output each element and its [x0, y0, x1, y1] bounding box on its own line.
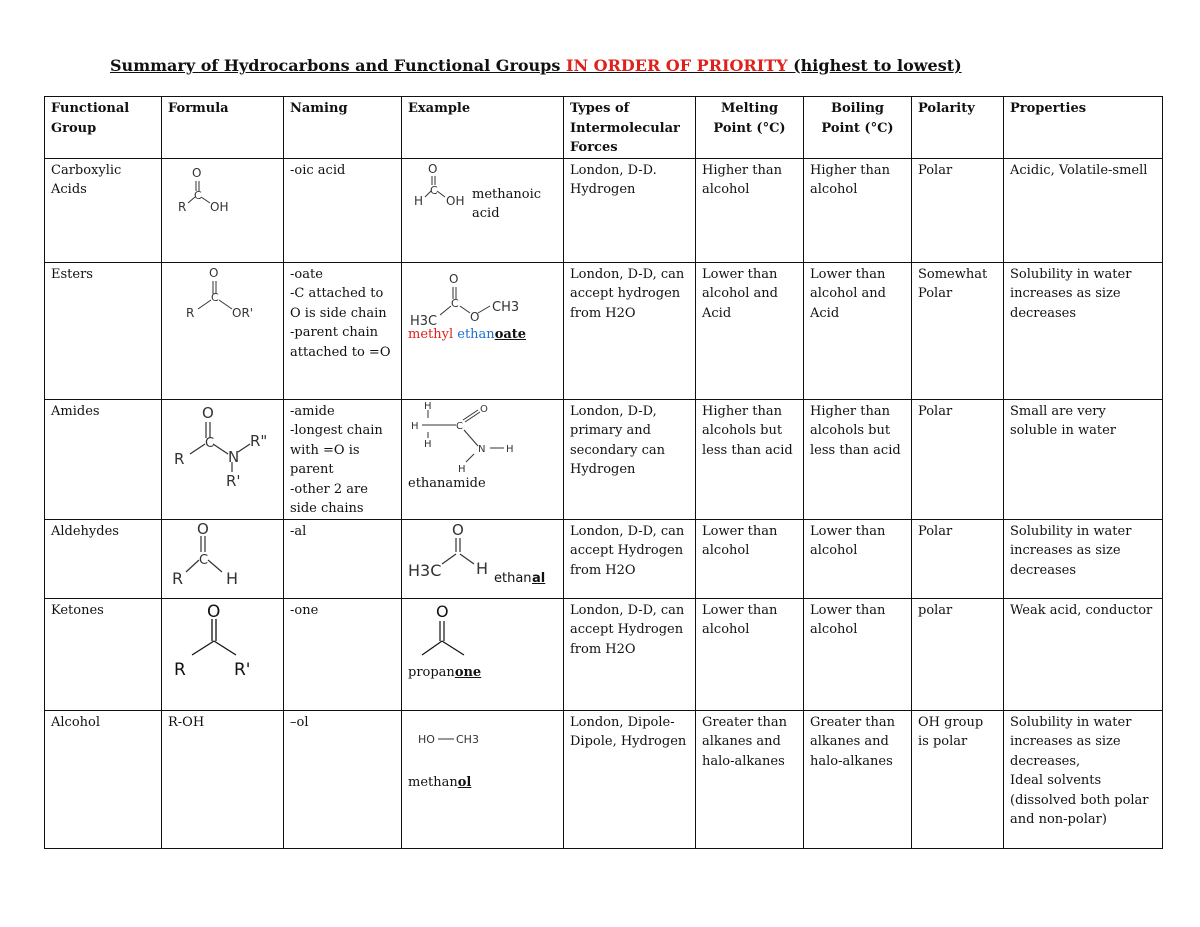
- atom-hydrogen: H: [414, 193, 424, 205]
- name-part-oate: oate: [494, 326, 527, 342]
- atom-hydrogen: H: [458, 463, 466, 474]
- atom-carbon: C: [199, 552, 209, 568]
- boiling-cell: Lower than alcohol: [804, 598, 912, 710]
- methyl-ethanoate-structure: [408, 265, 557, 325]
- atom-r-prime: R': [226, 471, 241, 490]
- group-ch3: CH3: [492, 299, 520, 315]
- example-name: [408, 325, 557, 345]
- atom-hydroxyl: OH: [210, 199, 229, 213]
- group-name: Esters: [45, 262, 162, 399]
- formula-cell: R-OH: [162, 710, 284, 848]
- forces-cell: London, D-D, primary and secondary can Hydrogen: [564, 399, 696, 519]
- ethanal-structure: [408, 522, 557, 584]
- naming-rule: -other 2 are side chains: [290, 481, 368, 516]
- amide-structure: [168, 402, 277, 490]
- boiling-cell: Higher than alcohol: [804, 158, 912, 262]
- group-h3c: H3C: [408, 560, 442, 580]
- naming-rule: -amide: [290, 403, 335, 419]
- naming-cell: -oic acid: [284, 158, 402, 262]
- naming-rule: -C attached to O is side chain: [290, 286, 387, 321]
- table-row-carboxylic-acids: [45, 158, 1163, 262]
- polarity-cell: Polar: [912, 399, 1004, 519]
- atom-hydrogen: H: [226, 568, 239, 588]
- example-name: [408, 773, 557, 793]
- boiling-cell: Lower than alcohol: [804, 519, 912, 598]
- atom-r-group: R: [186, 305, 195, 320]
- header-properties: Properties: [1004, 97, 1163, 159]
- naming-rule: -parent chain attached to =O: [290, 325, 391, 360]
- atom-carbon: C: [456, 420, 463, 432]
- atom-r-group: R: [172, 568, 184, 588]
- naming-cell: -one: [284, 598, 402, 710]
- group-name: Aldehydes: [45, 519, 162, 598]
- formula-cell: [162, 519, 284, 598]
- properties-cell: Acidic, Volatile-smell: [1004, 158, 1163, 262]
- example-name: [408, 663, 557, 683]
- table-row-esters: [45, 262, 1163, 399]
- melting-cell: Lower than alcohol: [696, 519, 804, 598]
- property-line: Ideal solvents (dissolved both polar and non-polar): [1010, 773, 1149, 827]
- header-formula: Formula: [162, 97, 284, 159]
- atom-nitrogen: N: [228, 447, 240, 466]
- header-melting-point: Melting Point (°C): [696, 97, 804, 159]
- melting-cell: Lower than alcohol and Acid: [696, 262, 804, 399]
- forces-cell: London, D-D. Hydrogen: [564, 158, 696, 262]
- formula-cell: [162, 399, 284, 519]
- example-cell: [402, 158, 564, 262]
- formula-cell: [162, 262, 284, 399]
- naming-cell: -al: [284, 519, 402, 598]
- atom-oxygen: O: [197, 521, 209, 538]
- table-row-amides: [45, 399, 1163, 519]
- example-cell: [402, 598, 564, 710]
- melting-cell: Lower than alcohol: [696, 598, 804, 710]
- atom-oxygen: O: [428, 161, 438, 176]
- methanol-structure: [408, 725, 557, 755]
- methanoic-acid-structure: [408, 161, 472, 205]
- example-name: ethanamide: [408, 475, 486, 491]
- name-part-ethan: ethan: [457, 326, 495, 342]
- functional-groups-table: [44, 96, 1163, 849]
- group-ch3: CH3: [456, 732, 479, 746]
- polarity-cell: Polar: [912, 158, 1004, 262]
- name-part-methan: methan: [408, 774, 458, 790]
- ketone-structure: [168, 601, 277, 687]
- atom-hydrogen: H: [424, 401, 432, 412]
- ethanamide-structure: [408, 402, 557, 474]
- example-cell: [402, 399, 564, 519]
- naming-rule: -longest chain with =O is parent: [290, 423, 383, 477]
- name-part-methyl: methyl: [408, 326, 454, 342]
- melting-cell: Greater than alkanes and halo-alkanes: [696, 710, 804, 848]
- forces-cell: London, D-D, can accept Hydrogen from H2O: [564, 598, 696, 710]
- forces-cell: London, D-D, can accept hydrogen from H2O: [564, 262, 696, 399]
- properties-cell: Solubility in water increases as size decreases: [1004, 262, 1163, 399]
- atom-oxygen: O: [480, 403, 488, 415]
- group-name: Amides: [45, 399, 162, 519]
- property-line: Solubility in water increases as size decreases,: [1010, 714, 1132, 769]
- carboxylic-acid-structure: [168, 161, 277, 213]
- properties-cell: Solubility in water increases as size decreases: [1004, 519, 1163, 598]
- header-example: Example: [402, 97, 564, 159]
- atom-oxygen: O: [436, 601, 449, 621]
- polarity-cell: Somewhat Polar: [912, 262, 1004, 399]
- example-cell: [402, 710, 564, 848]
- name-part-al: al: [532, 570, 546, 584]
- example-cell: [402, 262, 564, 399]
- atom-r-group: R: [174, 449, 185, 468]
- header-row: [45, 97, 1163, 159]
- naming-cell: [284, 399, 402, 519]
- boiling-cell: Higher than alcohols but less than acid: [804, 399, 912, 519]
- atom-hydrogen: H: [476, 558, 489, 578]
- boiling-cell: Lower than alcohol and Acid: [804, 262, 912, 399]
- atom-oxygen: O: [470, 309, 480, 324]
- header-intermolecular-forces: Types of Intermolecular Forces: [564, 97, 696, 159]
- atom-oxygen: O: [209, 265, 219, 280]
- group-h3c: H3C: [410, 313, 438, 325]
- polarity-cell: Polar: [912, 519, 1004, 598]
- atom-hydrogen: H: [424, 438, 432, 450]
- atom-carbon: C: [211, 290, 219, 304]
- name-part-ol: ol: [457, 774, 472, 790]
- naming-cell: [284, 262, 402, 399]
- atom-carbon: C: [451, 296, 459, 310]
- table-row-aldehydes: [45, 519, 1163, 598]
- atom-hydrogen: H: [411, 420, 419, 432]
- atom-oxygen: O: [449, 271, 459, 286]
- title-part-1: Summary of Hydrocarbons and Functional Groups: [110, 56, 566, 75]
- header-boiling-point: Boiling Point (°C): [804, 97, 912, 159]
- boiling-cell: Greater than alkanes and halo-alkanes: [804, 710, 912, 848]
- group-name: Alcohol: [45, 710, 162, 848]
- atom-r-double-prime: R": [250, 431, 268, 450]
- atom-carbon: C: [194, 188, 202, 202]
- header-polarity: Polarity: [912, 97, 1004, 159]
- group-name: Ketones: [45, 598, 162, 710]
- forces-cell: London, D-D, can accept Hydrogen from H2O: [564, 519, 696, 598]
- group-hydroxyl: HO: [418, 732, 435, 746]
- header-naming: Naming: [284, 97, 402, 159]
- atom-oxygen: O: [202, 403, 214, 422]
- atom-hydroxyl: OH: [446, 193, 465, 205]
- forces-cell: London, Dipole-Dipole, Hydrogen: [564, 710, 696, 848]
- example-cell: [402, 519, 564, 598]
- atom-r-group: R: [178, 199, 187, 213]
- atom-oxygen: O: [452, 521, 464, 539]
- melting-cell: Higher than alcohol: [696, 158, 804, 262]
- propanone-structure: [408, 601, 557, 663]
- atom-carbon: C: [430, 183, 438, 197]
- atom-oxygen: O: [207, 601, 221, 622]
- atom-r-group: R: [174, 659, 186, 680]
- polarity-cell: OH group is polar: [912, 710, 1004, 848]
- properties-cell: [1004, 710, 1163, 848]
- melting-cell: Higher than alcohols but less than acid: [696, 399, 804, 519]
- table-row-alcohol: [45, 710, 1163, 848]
- table-row-ketones: [45, 598, 1163, 710]
- atom-nitrogen: N: [478, 443, 486, 455]
- example-name: methanoic acid: [472, 186, 542, 221]
- atom-oxygen: O: [192, 165, 202, 180]
- formula-cell: [162, 598, 284, 710]
- title-part-3: (highest to lowest): [787, 56, 962, 75]
- atom-carbon: C: [205, 435, 215, 451]
- atom-r-prime: R': [234, 659, 251, 680]
- properties-cell: Weak acid, conductor: [1004, 598, 1163, 710]
- formula-cell: [162, 158, 284, 262]
- page-title: [110, 56, 962, 75]
- atom-hydrogen: H: [506, 443, 514, 455]
- properties-cell: Small are very soluble in water: [1004, 399, 1163, 519]
- name-part-one: one: [454, 664, 482, 680]
- ester-structure: [176, 265, 277, 321]
- polarity-cell: polar: [912, 598, 1004, 710]
- atom-or-prime: OR': [232, 305, 254, 320]
- title-priority-emphasis: IN ORDER OF PRIORITY: [565, 56, 788, 75]
- aldehyde-structure: [168, 522, 277, 592]
- example-name: ethan: [494, 570, 532, 584]
- naming-cell: –ol: [284, 710, 402, 848]
- naming-rule: -oate: [290, 266, 323, 282]
- group-name: Carboxylic Acids: [45, 158, 162, 262]
- name-part-propan: propan: [408, 664, 455, 680]
- header-functional-group: Functional Group: [45, 97, 162, 159]
